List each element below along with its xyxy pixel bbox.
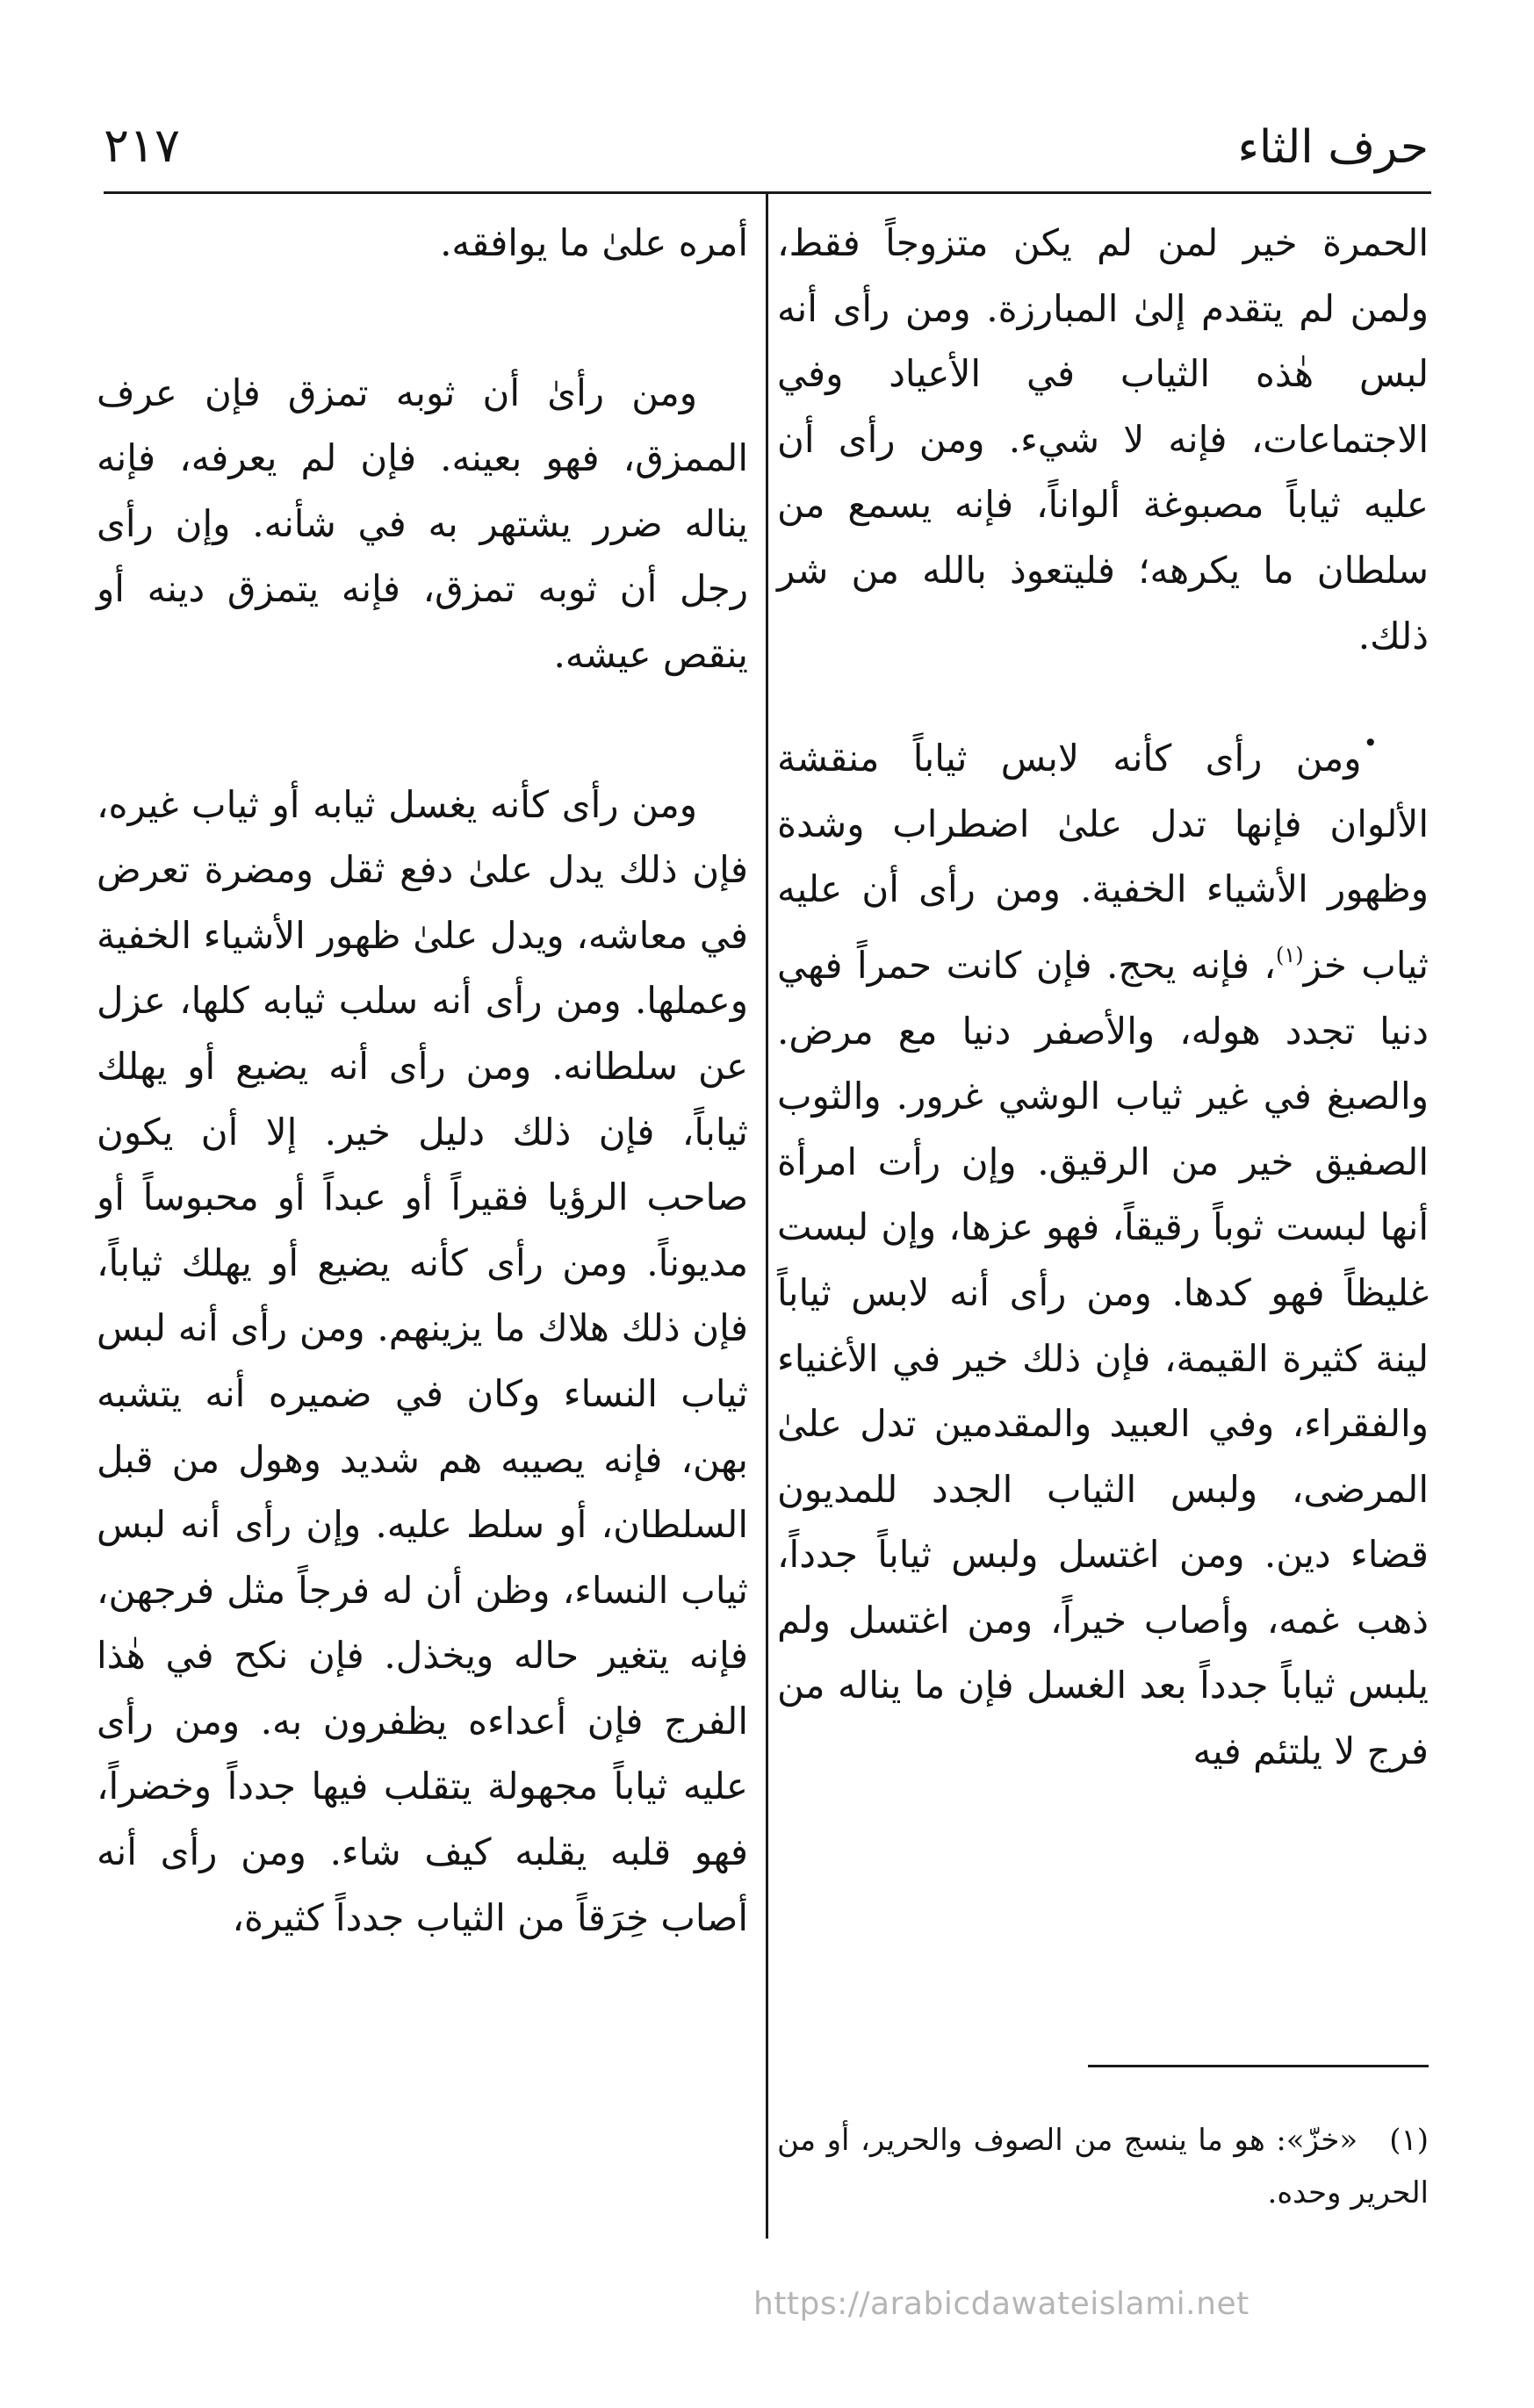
column-divider (766, 193, 768, 2239)
paragraph-text-part-b: ، فإنه يحج. فإن كانت حمراً فهي دنيا تجدد هوله، والأصفر دنيا مع مرض. والصبغ في غير ثياب الوشي غرور. والثوب الصفيق خير من الرقيق. وإن رأت امرأة أنها لبست ثوباً رقيقاً، فهو عزها، وإن لبست غليظاً فهو كدها. ومن رأى أنه لابس ثياباً لينة كثيرة القيمة، فإن ذلك خير في الأغنياء والفقراء، وفي العبيد والمقدمين تدل علىٰ المرضى، ولبس الثياب الجدد للمديون قضاء دين. ومن اغتسل ولبس ثياباً جدداً، ذهب غمه، وأصاب خيراً، ومن اغتسل ولم يلبس ثياباً جدداً بعد الغسل فإن ما يناله من فرج لا يلتئم فيه (777, 943, 1429, 1773)
paragraph-torn-garment: ومن رأىٰ أن ثوبه تمزق فإن عرف الممزق، فهو بعينه. فإن لم يعرفه، فإنه يناله ضرر يشتهر به في شأنه. وإن رأى رجل أن ثوبه تمزق، فإنه يتمزق دينه أو ينقص عيشه. (97, 370, 748, 676)
footnote-text: «خزّ»: هو ما ينسج من الصوف والحرير، أو من الحرير وحده. (777, 2123, 1429, 2210)
paragraph-washing-garments: ومن رأى كأنه يغسل ثيابه أو ثياب غيره، فإن ذلك يدل علىٰ دفع ثقل ومضرة تعرض في معاشه، ويدل علىٰ ظهور الأشياء الخفية وعملها. ومن رأى أنه سلب ثيابه كلها، عزل عن سلطانه. ومن رأى أنه يضيع أو يهلك ثياباً، فإن ذلك دليل خير. إلا أن يكون صاحب الرؤيا فقيراً أو عبداً أو محبوساً أو مديوناً. ومن رأى كأنه يضيع أو يهلك ثياباً، فإن ذلك هلاك ما يزينهم. ومن رأى أنه لبس ثياب النساء وكان في ضميره أنه يتشبه بهن، فإنه يصيبه هم شديد وهول من قبل السلطان، أو سلط عليه. وإن رأى أنه لبس ثياب النساء، وظن أن له فرجاً مثل فرجهن، فإنه يتغير حاله ويخذل. فإن نكح في هٰذا الفرج فإن أعداءه يظفرون به. ومن رأى عليه ثياباً مجهولة يتقلب فيها جدداً وخضراً، فهو قلبه يقلبه كيف شاء. ومن رأى أنه أصاب خِرَقاً من الثياب جدداً كثيرة، (97, 782, 748, 1939)
source-watermark: https://arabicdawateislami.net (753, 2286, 1250, 2322)
footnote (777, 2114, 1429, 2219)
right-text-column (777, 211, 1429, 1785)
page-number: ٢١٧ (104, 118, 181, 173)
left-text-column (97, 211, 748, 1951)
running-header-title: حرف الثاء (1237, 121, 1429, 174)
paragraph-continued: الحمرة خير لمن لم يكن متزوجاً فقط، ولمن لم يتقدم إلىٰ المبارزة. ومن رأى أنه لبس هٰذه الثياب في الأعياد وفي الاجتماعات، فإنه لا شيء. ومن رأى أن عليه ثياباً مصبوغة ألواناً، فإنه يسمع من سلطان ما يكرهه؛ فليتعوذ بالله من شر ذلك. (777, 221, 1429, 658)
footnote-marker: (١) (1389, 2123, 1429, 2158)
bullet-marker: • (1363, 729, 1378, 758)
paragraph-text-part-a: ومن رأى كأنه لابس ثياباً منقشة الألوان فإنها تدل علىٰ اضطراب وشدة وظهور الأشياء الخفية. ومن رأى أن عليه ثياب خز (777, 737, 1429, 987)
footnote-rule (1088, 2065, 1429, 2067)
footnote-reference[interactable]: (١) (1276, 942, 1304, 967)
paragraph-striped-garments (777, 711, 1429, 1785)
paragraph-continued-end: أمره علىٰ ما يوافقه. (440, 221, 748, 264)
